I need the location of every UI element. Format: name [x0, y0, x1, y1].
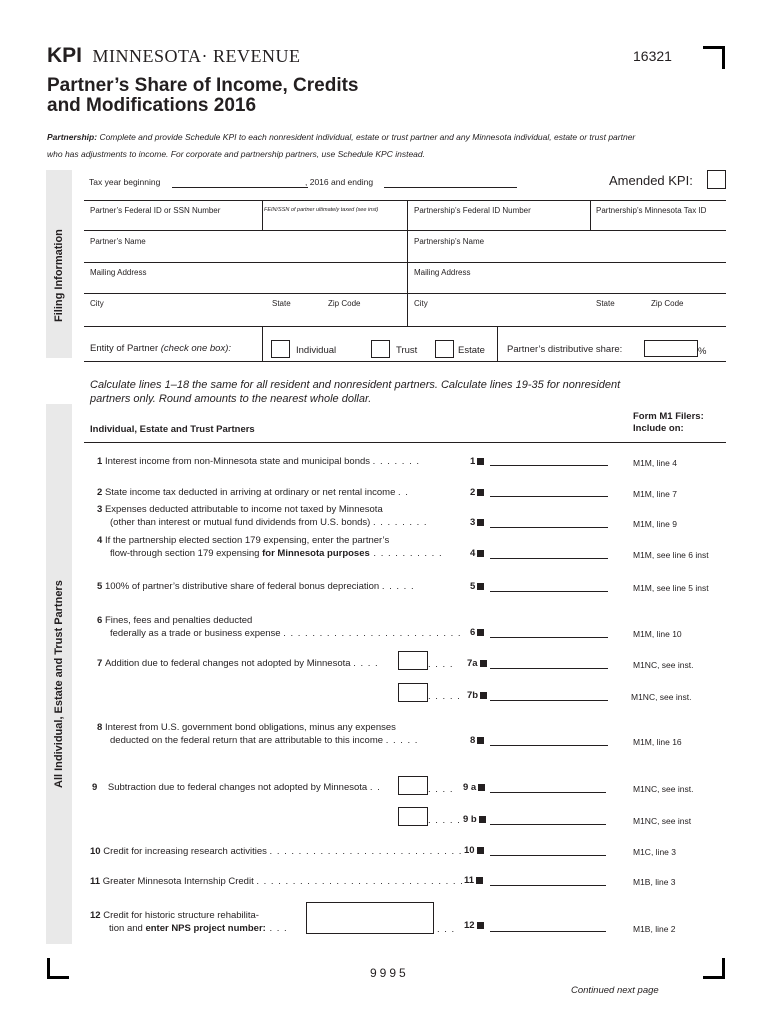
line-12-dots: . . .: [437, 924, 456, 935]
individual-label: Individual: [296, 345, 337, 356]
line-6: 6 Fines, fees and penalties deducted federally as a trade or business expense . . . . . . . . . . . . . . . . . . . . . . . . .: [97, 615, 462, 639]
line-7a-ref: M1NC, see inst.: [633, 660, 694, 670]
line-9b-amount-field[interactable]: [490, 824, 606, 825]
crop-mark-bottom-right: [703, 958, 725, 979]
line-2-code: 2: [470, 487, 484, 498]
line-1: 1 Interest income from non-Minnesota state and municipal bonds . . . . . . .: [97, 456, 420, 467]
line-8-amount-field[interactable]: [490, 745, 608, 746]
instructions-lead: Partnership:: [47, 132, 98, 142]
line-3-ref: M1M, line 9: [633, 519, 677, 529]
line-9b-code: 9 b: [463, 814, 486, 825]
divider: [84, 326, 726, 327]
line-9a-code-box[interactable]: [398, 776, 428, 795]
entity-label: Entity of Partner (check one box):: [90, 343, 231, 354]
line-11: 11 Greater Minnesota Internship Credit . . . . . . . . . . . . . . . . . . . . . . . . . . . . .: [90, 876, 464, 887]
line-5: 5 100% of partner’s distributive share of federal bonus depreciation . . . . .: [97, 581, 415, 592]
line-8-ref: M1M, line 16: [633, 737, 682, 747]
line-3: 3 Expenses deducted attributable to income not taxed by Minnesota (other than interest or mutual fund dividends from U.S. bonds) . . . . . . . .: [97, 504, 428, 528]
line-7b-amount-field[interactable]: [490, 700, 608, 701]
line-9a-code: 9 a: [463, 782, 485, 793]
fein-ssn-label: FEIN/SSN of partner ultimately taxed (see inst): [264, 207, 379, 213]
divider: [84, 442, 726, 443]
page-title: [47, 76, 359, 116]
zip-left-label: Zip Code: [328, 299, 361, 308]
mailing-address-left-label: Mailing Address: [90, 268, 147, 277]
line-1-code: 1: [470, 456, 484, 467]
line-5-ref: M1M, see line 5 inst: [633, 583, 709, 593]
instructions-line-2: who has adjustments to income. For corporate and partnership partners, use Schedule KPC instead.: [47, 149, 425, 159]
partner-name-label: Partner’s Name: [90, 237, 146, 246]
line-9a: 9 Subtraction due to federal changes not adopted by Minnesota . .: [92, 782, 381, 793]
line-9b-code-box[interactable]: [398, 807, 428, 826]
line-4-code: 4: [470, 548, 484, 559]
partnership-name-label: Partnership’s Name: [414, 237, 485, 246]
filing-info-label: Filing Information: [53, 229, 65, 322]
line-7a-amount-field[interactable]: [490, 668, 608, 669]
line-6-amount-field[interactable]: [490, 637, 608, 638]
line-7a: 7 Addition due to federal changes not adopted by Minnesota . . . .: [97, 658, 379, 669]
line-2: 2 State income tax deducted in arriving at ordinary or net rental income . .: [97, 487, 409, 498]
line-11-code: 11: [464, 875, 483, 886]
line-2-amount-field[interactable]: [490, 496, 608, 497]
title-line-1: Partner’s Share of Income, Credits: [47, 75, 359, 96]
line-4-amount-field[interactable]: [490, 558, 608, 559]
instructions-line-1: Complete and provide Schedule KPI to each nonresident individual, estate or trust partner and any Minnesota individual, estate or trust partner: [97, 132, 636, 142]
divider: [497, 326, 498, 361]
distributive-share-field[interactable]: [644, 340, 698, 357]
nps-project-number-field[interactable]: [306, 902, 434, 934]
divider: [84, 361, 726, 362]
line-4-ref: M1M, see line 6 inst: [633, 550, 709, 560]
line-7a-code-box[interactable]: [398, 651, 428, 670]
trust-label: Trust: [396, 345, 418, 356]
line-11-ref: M1B, line 3: [633, 877, 676, 887]
line-12-ref: M1B, line 2: [633, 924, 676, 934]
line-2-ref: M1M, line 7: [633, 489, 677, 499]
line-12-code: 12: [464, 920, 484, 931]
line-3-amount-field[interactable]: [490, 527, 608, 528]
line-6-ref: M1M, line 10: [633, 629, 682, 639]
mailing-address-right-label: Mailing Address: [414, 268, 471, 277]
crop-mark-top-right: [703, 46, 725, 69]
amended-checkbox[interactable]: [707, 170, 726, 189]
form-number: 16321: [633, 48, 672, 64]
tax-year-ending-label: , 2016 and ending: [305, 177, 374, 187]
amended-label: Amended KPI:: [609, 173, 693, 188]
line-10: 10 Credit for increasing research activities . . . . . . . . . . . . . . . . . . . . . . . . . . .: [90, 846, 463, 857]
line-9a-ref: M1NC, see inst.: [633, 784, 694, 794]
partners-section-label: All Individual, Estate and Trust Partners: [53, 580, 65, 788]
tax-year-beginning-field[interactable]: [172, 187, 308, 188]
line-7b-code-box[interactable]: [398, 683, 428, 702]
percent-sign: %: [698, 346, 707, 357]
line-4: 4 If the partnership elected section 179 expensing, enter the partner’s flow-through section 179 expensing for Minnesota purposes . . . . . . . . . .: [97, 535, 443, 559]
estate-label: Estate: [458, 345, 485, 356]
divider: [262, 200, 263, 230]
state-right-label: State: [596, 299, 615, 308]
form-header: [47, 44, 301, 68]
line-7a-dots: . . . .: [428, 659, 454, 670]
line-1-ref: M1M, line 4: [633, 458, 677, 468]
line-5-amount-field[interactable]: [490, 591, 608, 592]
line-8: 8 Interest from U.S. government bond obligations, minus any expenses deducted on the federal return that are attributable to this income . . . . .: [97, 722, 419, 746]
line-7b-ref: M1NC, see inst.: [631, 692, 692, 702]
divider: [84, 200, 726, 201]
partner-id-label: Partner’s Federal ID or SSN Number: [90, 206, 221, 215]
calc-note: [90, 378, 730, 406]
calc-note-line-2: partners only. Round amounts to the nearest whole dollar.: [90, 393, 372, 405]
city-right-label: City: [414, 299, 428, 308]
divider: [590, 200, 591, 230]
title-line-2: and Modifications 2016: [47, 95, 257, 116]
tax-year-beginning-label: Tax year beginning: [89, 177, 161, 187]
estate-checkbox[interactable]: [435, 340, 454, 358]
zip-right-label: Zip Code: [651, 299, 684, 308]
line-7a-code: 7a: [467, 658, 487, 669]
line-1-amount-field[interactable]: [490, 465, 608, 466]
line-10-code: 10: [464, 845, 484, 856]
trust-checkbox[interactable]: [371, 340, 390, 358]
instructions: [47, 129, 727, 163]
divider: [262, 326, 263, 361]
city-left-label: City: [90, 299, 104, 308]
divider: [84, 230, 726, 231]
line-7b-code: 7b: [467, 690, 487, 701]
line-10-amount-field[interactable]: [490, 855, 606, 856]
line-9b-dots: . . . . .: [428, 815, 461, 826]
line-7b-dots: . . . . .: [428, 691, 461, 702]
divider: [407, 200, 408, 326]
m1-header: Form M1 Filers: Include on:: [633, 411, 704, 434]
line-11-amount-field[interactable]: [490, 885, 606, 886]
distributive-share-label: Partner’s distributive share:: [507, 344, 623, 355]
individual-checkbox[interactable]: [271, 340, 290, 358]
line-5-code: 5: [470, 581, 484, 592]
line-9b-ref: M1NC, see inst: [633, 816, 692, 826]
section-title: Individual, Estate and Trust Partners: [90, 424, 255, 435]
calc-note-line-1: Calculate lines 1–18 the same for all resident and nonresident partners. Calculate lines 19-35 for nonresident: [90, 379, 621, 391]
agency-name: MINNESOTA· REVENUE: [92, 46, 301, 66]
divider: [84, 293, 726, 294]
line-9a-dots: . . . .: [428, 784, 454, 795]
entity-hint: (check one box):: [160, 343, 231, 354]
form-code: KPI: [47, 44, 83, 67]
continued-next-page: Continued next page: [571, 985, 659, 996]
line-10-ref: M1C, line 3: [633, 847, 676, 857]
line-6-code: 6: [470, 627, 484, 638]
line-9a-amount-field[interactable]: [490, 792, 606, 793]
barcode-number: 9995: [370, 966, 409, 980]
divider: [84, 262, 726, 263]
partnership-federal-id-label: Partnership’s Federal ID Number: [414, 206, 531, 215]
partnership-mn-id-label: Partnership’s Minnesota Tax ID: [596, 206, 707, 215]
line-3-code: 3: [470, 517, 484, 528]
line-12-amount-field[interactable]: [490, 931, 606, 932]
state-left-label: State: [272, 299, 291, 308]
line-12: 12 Credit for historic structure rehabilita- tion and enter NPS project number: . . .: [90, 910, 288, 934]
line-8-code: 8: [470, 735, 484, 746]
crop-mark-bottom-left: [47, 958, 69, 979]
tax-year-ending-field[interactable]: [384, 187, 517, 188]
